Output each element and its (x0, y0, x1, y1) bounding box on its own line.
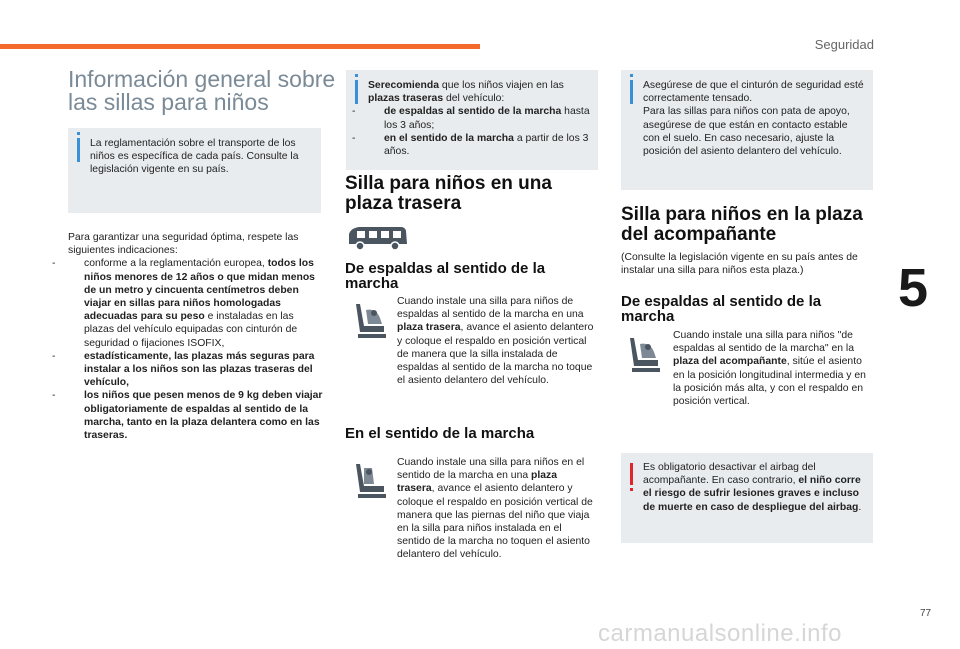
bullet-item: - estadísticamente, las plazas más seguras para instalar a los niños son las plazas traseras del vehículo, (52, 350, 315, 389)
page-number: 77 (920, 608, 932, 619)
info-box-seatbelt (621, 70, 873, 190)
heading-passenger-seat: Silla para niños en la plaza del acompañante (621, 204, 863, 245)
bullet-item: - los niños que pesen menos de 9 kg deben viajar obligatoriamente de espaldas al sentido de la marcha, tanto en la plaza delantera como en las traseras. (52, 390, 323, 442)
warning-icon (630, 463, 633, 485)
passenger-rear-facing-text: Cuando instale una silla para niños "de espaldas al sentido de la marcha" en la plaza del acompañante, sitúe el asiento en la posición longitudinal intermedia y en la posición más alta, y con el respaldo en posición vertical. (673, 330, 866, 408)
chapter-tab[interactable] (883, 238, 960, 338)
recommendations-text (52, 231, 324, 442)
warning-box-text: Es obligatorio desactivar el airbag del acompañante. En caso contrario, el niño corre el riesgo de sufrir lesiones graves e incluso de muerte en caso de despliegue del airbag. (643, 462, 862, 513)
van-seats-icon (345, 222, 409, 252)
forward-facing-seat-icon (350, 460, 390, 502)
page-title (68, 68, 338, 114)
info-icon (355, 80, 358, 104)
warning-box-airbag (621, 453, 873, 543)
rear-facing-seat-icon (350, 300, 390, 342)
page-title-line2: las sillas para niños (68, 89, 269, 115)
watermark: carmanualsonline.info (598, 620, 842, 647)
legislation-note: (Consulte la legislación vigente en su país antes de instalar una silla para niños esta plaza.) (621, 252, 858, 277)
page-title-line1: Información general sobre (68, 66, 336, 92)
chapter-number: 5 (897, 258, 929, 318)
info-list-item: - en el sentido de la marcha a partir de los 3 años. (352, 132, 589, 158)
info-box-rear-seats (346, 70, 598, 170)
bullet-item: - conforme a la reglamentación europea, todos los niños menores de 12 años o que midan menos de un metro y cincuenta centímetros deben viajar en sillas para niños homologadas adecuadas para su peso e instaladas en las plazas del vehículo equipadas con cinturón de seguridad o fijaciones ISOFIX, (52, 258, 315, 349)
forward-facing-text: Cuando instale una silla para niños en el sentido de la marcha en una plaza trasera, avance el asiento delantero y coloque el respaldo en posición vertical de manera que las piernas del niño que viaja en la silla para niños instalada en el sentido de la marcha no toquen el asiento delantero del vehículo. (397, 457, 593, 561)
info-box-text: Serecomienda que los niños viajen en las plazas traseras del vehículo: - de espaldas al sentido de la marcha hasta los 3 años; - en el sentido de la marcha a partir de los 3 años. (352, 80, 590, 158)
info-box-text: La reglamentación sobre el transporte de los niños es específica de cada país. Consulte la legislación vigente en su país. (90, 138, 299, 176)
info-box-regulation (68, 128, 321, 213)
passenger-rear-facing-seat-icon (624, 334, 664, 376)
intro-text: Para garantizar una seguridad óptima, respete las siguientes indicaciones: (68, 232, 299, 257)
header-accent-bar (0, 44, 480, 49)
subheading-forward-facing: En el sentido de la marcha (345, 425, 535, 442)
info-box-text: Asegúrese de que el cinturón de seguridad esté correctamente tensado. Para las sillas para niños con pata de apoyo, asegúrese de que están en contacto estable con el suelo. En caso necesario, ajuste la posición del asiento delantero del vehículo. (643, 80, 864, 158)
section-label: Seguridad (814, 37, 874, 52)
subheading-passenger-rear-facing: De espaldas al sentido de la marcha (621, 293, 822, 325)
heading-rear-seat: Silla para niños en una plaza trasera (345, 173, 552, 214)
info-icon (630, 80, 633, 104)
info-icon (77, 138, 80, 162)
info-list-item: - de espaldas al sentido de la marcha hasta los 3 años; (352, 106, 590, 131)
rear-facing-text: Cuando instale una silla para niños de espaldas al sentido de la marcha en una plaza trasera, avance el asiento delantero y coloque el respaldo en posición vertical de manera que la silla instalada de espaldas al sentido de la marcha no toque el asiento delantero del vehículo. (397, 296, 594, 387)
subheading-rear-facing: De espaldas al sentido de la marcha (345, 260, 546, 292)
